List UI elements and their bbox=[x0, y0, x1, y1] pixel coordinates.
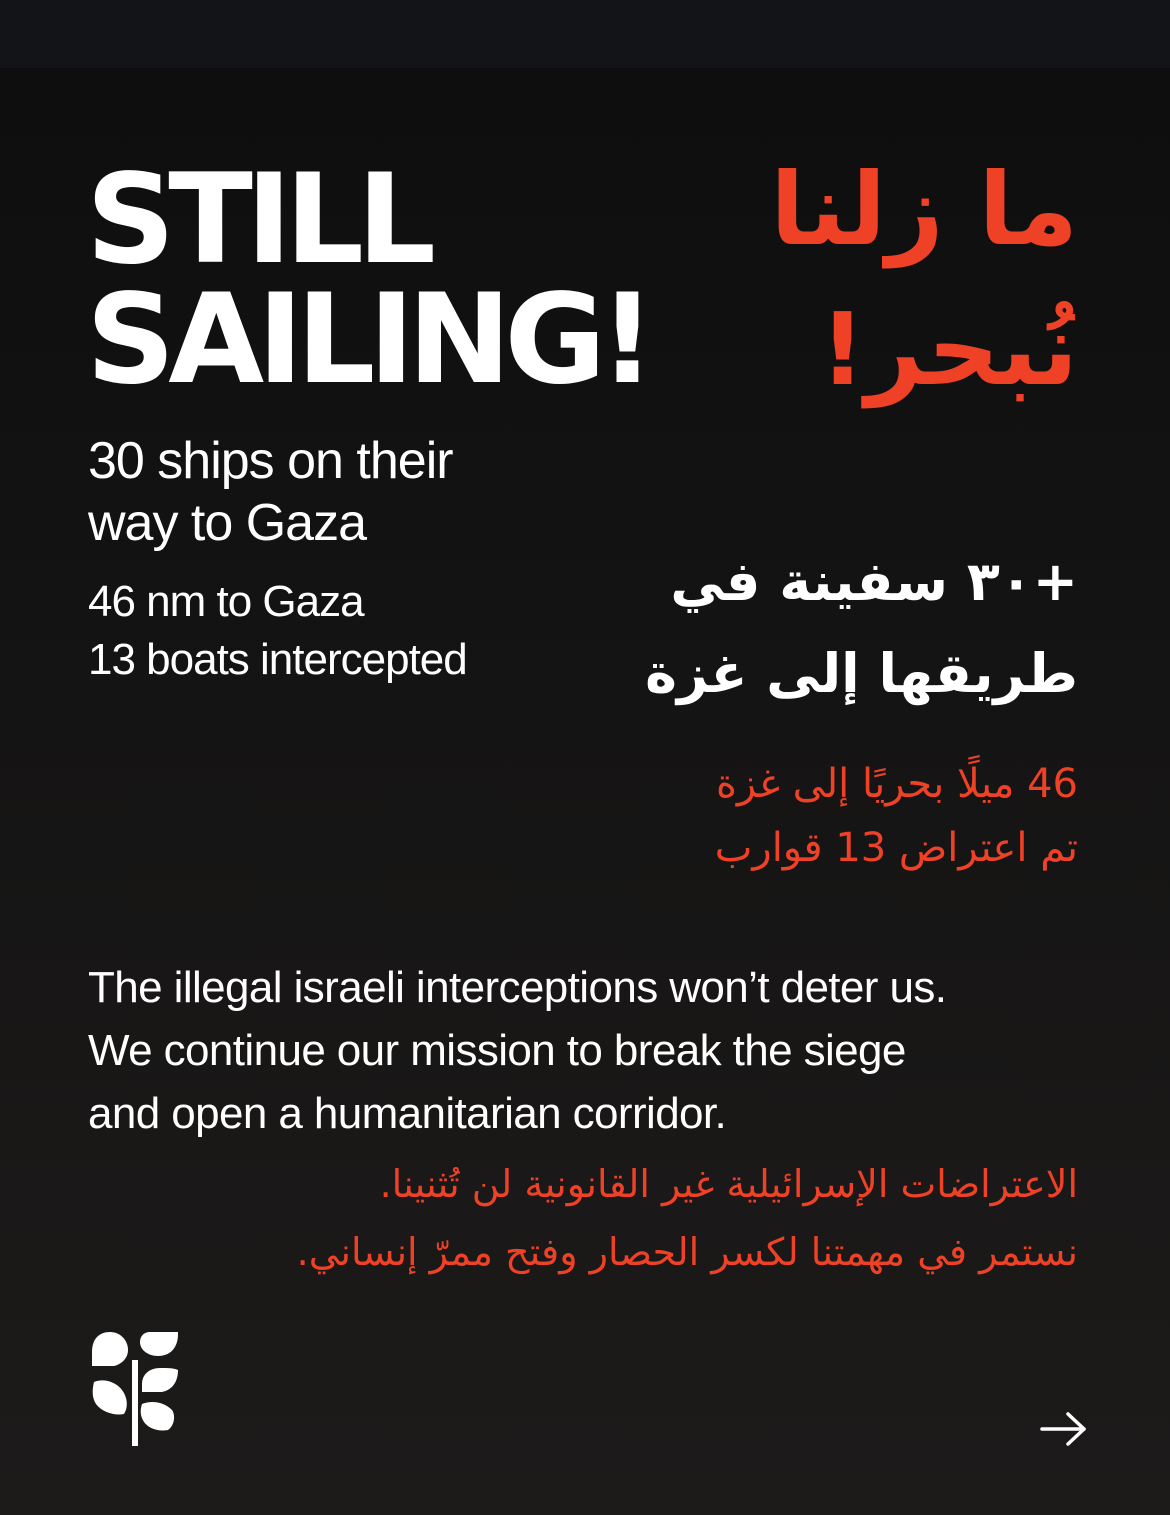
headline-ar-line-1: ما زلنا bbox=[770, 151, 1078, 268]
subheadline-line-2: way to Gaza bbox=[88, 494, 367, 552]
stat-intercepted: 13 boats intercepted bbox=[88, 635, 467, 684]
stats-english bbox=[88, 573, 467, 689]
stat-ar-intercepted: تم اعتراض 13 قوارب bbox=[714, 825, 1078, 871]
next-arrow-button[interactable] bbox=[1032, 1404, 1094, 1454]
body-ar-line-2: نستمر في مهمتنا لكسر الحصار وفتح ممرّ إنساني. bbox=[296, 1230, 1078, 1274]
body-ar-line-1: الاعتراضات الإسرائيلية غير القانونية لن تُثنينا. bbox=[379, 1162, 1078, 1206]
headline-english bbox=[86, 148, 649, 412]
subheadline-ar-line-1: +٣٠ سفينة في bbox=[670, 550, 1078, 613]
post-image bbox=[0, 68, 1170, 1515]
stat-distance: 46 nm to Gaza bbox=[88, 577, 364, 626]
headline-ar-line-2: نُبحر! bbox=[819, 291, 1078, 408]
subheadline-english bbox=[88, 430, 453, 554]
flotilla-logo-icon bbox=[88, 1330, 184, 1450]
subheadline-arabic bbox=[645, 536, 1078, 720]
body-line-3: and open a humanitarian corridor. bbox=[88, 1089, 727, 1138]
body-line-1: The illegal israeli interceptions won’t deter us. bbox=[88, 963, 947, 1012]
body-english bbox=[88, 956, 946, 1145]
subheadline-line-1: 30 ships on their bbox=[88, 432, 453, 490]
top-status-bar bbox=[0, 0, 1170, 68]
subheadline-ar-line-2: طريقها إلى غزة bbox=[645, 642, 1078, 705]
headline-line-2: SAILING! bbox=[86, 268, 649, 412]
stats-arabic bbox=[715, 752, 1078, 880]
headline-arabic bbox=[770, 140, 1078, 420]
arrow-right-icon bbox=[1032, 1404, 1094, 1454]
body-line-2: We continue our mission to break the siege bbox=[88, 1026, 906, 1075]
headline-line-1: STILL bbox=[86, 148, 430, 292]
stat-ar-distance: 46 ميلًا بحريًا إلى غزة bbox=[715, 761, 1078, 807]
body-arabic bbox=[297, 1150, 1078, 1286]
